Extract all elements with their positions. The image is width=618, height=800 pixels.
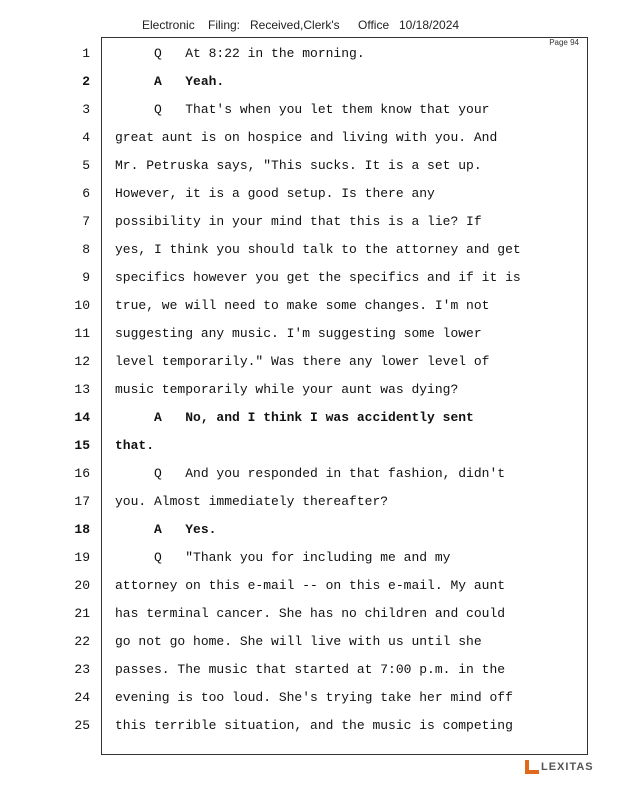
transcript-line: go not go home. She will live with us until she xyxy=(115,634,482,649)
line-number: 14 xyxy=(74,410,90,425)
transcript-line: attorney on this e-mail -- on this e-mail. My aunt xyxy=(115,578,506,593)
transcript-line: Mr. Petruska says, "This sucks. It is a set up. xyxy=(115,158,482,173)
transcript-line: A Yeah. xyxy=(115,74,225,89)
line-number: 1 xyxy=(82,46,90,61)
transcript-line: this terrible situation, and the music is competing xyxy=(115,718,513,733)
line-number: 2 xyxy=(82,74,90,89)
line-number: 10 xyxy=(74,298,90,313)
transcript-line: yes, I think you should talk to the attorney and get xyxy=(115,242,521,257)
transcript-line: you. Almost immediately thereafter? xyxy=(115,494,389,509)
line-number: 16 xyxy=(74,466,90,481)
lexitas-logo xyxy=(525,758,594,776)
transcript-line: Q "Thank you for including me and my xyxy=(115,550,451,565)
transcript-line: level temporarily." Was there any lower level of xyxy=(115,354,490,369)
line-number: 25 xyxy=(74,718,90,733)
line-number: 8 xyxy=(82,242,90,257)
header-received: Received,Clerk's xyxy=(250,18,340,32)
line-number: 15 xyxy=(74,438,90,453)
transcript-line: that. xyxy=(115,438,155,453)
line-number: 19 xyxy=(74,550,90,565)
line-number: 17 xyxy=(74,494,90,509)
line-number: 13 xyxy=(74,382,90,397)
transcript-line: Q At 8:22 in the morning. xyxy=(115,46,365,61)
transcript-line: However, it is a good setup. Is there any xyxy=(115,186,435,201)
transcript-line: Q And you responded in that fashion, didn't xyxy=(115,466,506,481)
line-number: 12 xyxy=(74,354,90,369)
header-filing: Filing: xyxy=(208,18,241,32)
page-number: Page 94 xyxy=(549,38,579,47)
line-number: 20 xyxy=(74,578,90,593)
line-number: 21 xyxy=(74,606,90,621)
line-number: 5 xyxy=(82,158,90,173)
lexitas-logo-text: LEXITAS xyxy=(541,761,594,773)
transcript-line: evening is too loud. She's trying take her mind off xyxy=(115,690,513,705)
lexitas-logo-icon xyxy=(525,760,539,774)
header-date: 10/18/2024 xyxy=(399,18,460,32)
transcript-line: suggesting any music. I'm suggesting some lower xyxy=(115,326,482,341)
transcript-line: has terminal cancer. She has no children and could xyxy=(115,606,506,621)
transcript-line: great aunt is on hospice and living with you. And xyxy=(115,130,498,145)
line-number: 18 xyxy=(74,522,90,537)
transcript-line: specifics however you get the specifics and if it is xyxy=(115,270,521,285)
line-number: 3 xyxy=(82,102,90,117)
transcript-line: Q That's when you let them know that your xyxy=(115,102,490,117)
line-number: 6 xyxy=(82,186,90,201)
transcript-line: passes. The music that started at 7:00 p.m. in the xyxy=(115,662,506,677)
line-number: 4 xyxy=(82,130,90,145)
transcript-line: true, we will need to make some changes. I'm not xyxy=(115,298,490,313)
line-number: 9 xyxy=(82,270,90,285)
header-office: Office xyxy=(358,18,390,32)
line-number: 24 xyxy=(74,690,90,705)
line-number: 7 xyxy=(82,214,90,229)
transcript-line: music temporarily while your aunt was dying? xyxy=(115,382,459,397)
line-number: 22 xyxy=(74,634,90,649)
header-electronic: Electronic xyxy=(142,18,195,32)
line-number: 23 xyxy=(74,662,90,677)
transcript-line: A No, and I think I was accidently sent xyxy=(115,410,474,425)
transcript-line: A Yes. xyxy=(115,522,217,537)
transcript-line: possibility in your mind that this is a lie? If xyxy=(115,214,482,229)
line-number: 11 xyxy=(74,326,90,341)
